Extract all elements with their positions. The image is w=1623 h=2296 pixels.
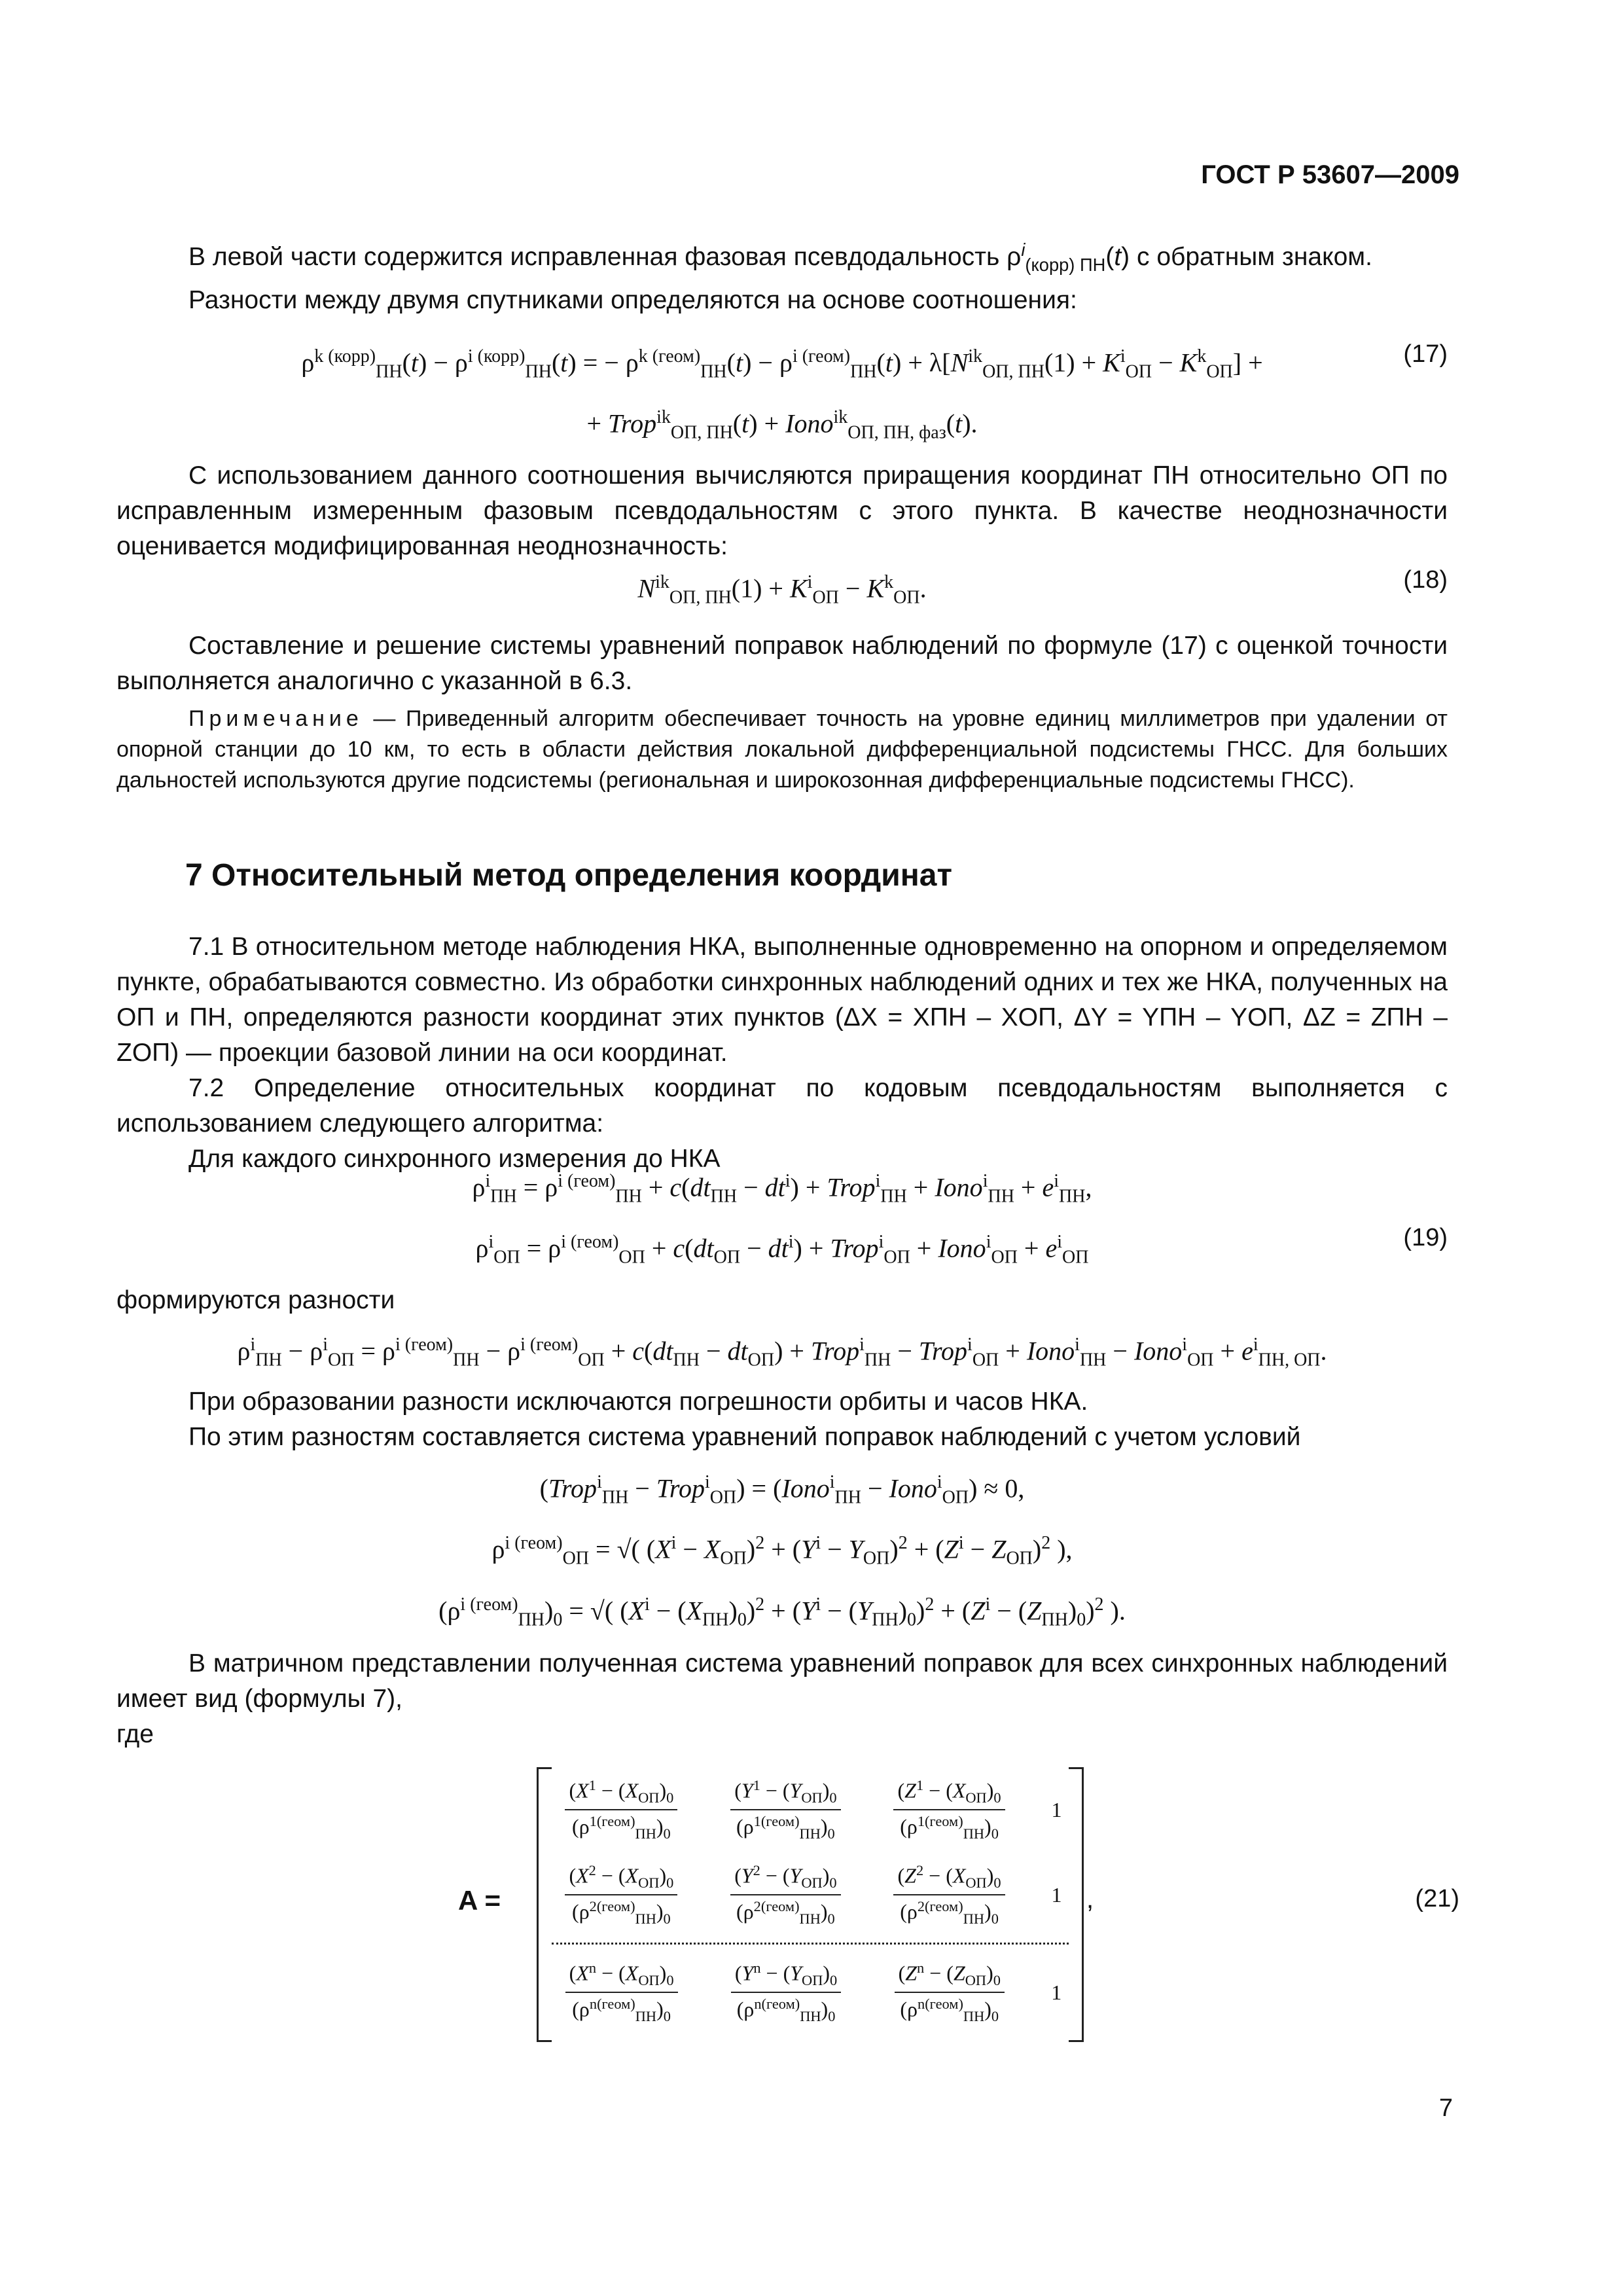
matrix-a (537, 1767, 1084, 2042)
standard-header: ГОСТ Р 53607—2009 (1201, 160, 1459, 189)
paragraph-each-measurement: Для каждого синхронного измерения до НКА (188, 1145, 721, 1173)
formula-difference: $\rho^i_{ПН} - \rho^i_{ОП} = \rho^{i (геом)}_{ПН} - \rho^{i (геом)}_{ОП} + c(dt_{ПН} - dt_{ОП})$ + Trop$^i_{ПН}$ − Trop$^i_{ОП}$ + Iono$^i_{ПН}$ − Iono$^i_{ОП}$ + $e^i_{ПН, ОП}$. (237, 1335, 1327, 1371)
paragraph-system: Составление и решение системы уравнений поправок наблюдений по формуле (17) с оценкой точности выполняется аналогично с указанной в 6.3. (116, 632, 1448, 695)
equation-number-21: (21) (1415, 1885, 1459, 1912)
section-7-text (116, 929, 1448, 1177)
paragraph-differences-form: формируются разности (116, 1286, 395, 1314)
matrix-comma: , (1086, 1885, 1094, 1914)
paragraph-matrix: В матричном представлении полученная система уравнений поправок для всех синхронных наблюдений имеет вид (формулы 7), где (116, 1649, 1448, 1748)
equation-number-17: (17) (1403, 340, 1448, 368)
paragraph-differences: Разности между двумя спутниками определяются на основе соотношения: (188, 285, 1077, 314)
formula-18: $N^{ik}_{ОП, ПН}(1) + K^i_{ОП} - K^k_{ОП}$. (18) (637, 566, 1448, 608)
matrix-label: A = (458, 1885, 501, 1916)
section-7-heading: 7 Относительный метод определения координат (185, 858, 952, 893)
matrix-row: $\frac{(X^n - (X_{ОП})_0}{(\rho^{n(геом)}_{ПН})_0}$ $\frac{(Y^n - (Y_{ОП})_0}{(\rho^{n(геом)}_{ПН})_0}$ $\frac{(Z^n - (Z_{ОП})_0}{(\rho^{n(геом)}_{ПН})_0}$ 1 (539, 1950, 1082, 2035)
formula-17: $\rho^{k (корр)}_{ПН}(t) - \rho^{i (корр)}_{ПН}(t)$ = − $\rho^{k (геом)}_{ПН}(t) - \rho^{i (геом)}_{ПН}(t) + \lambda[N^{ik}_{ОП, ПН}(1) + K^i_{ОП} - K^k_{ОП}]$ + + Trop$^{ik}_{ОП, ПН}$(t) + Iono$^{ik}_{ОП, ПН, фаз}$(t). (17) (301, 340, 1448, 443)
formula-conditions: (Trop$^i_{ПН}$ − Trop$^i_{ОП}$) = (Iono$^i_{ПН}$ − Iono$^i_{ОП}$) ≈ 0, $\rho^{i (геом)}_{ОП}$ = √( $(X^i - X_{ОП})^2 + (Y^i - Y_{ОП})^2 + (Z^i - Z_{ОП})^2$ ), $(\rho^{i (геом)}_{ПН})_0$ = √( $(X^i - (X_{ПН})_0)^2 + (Y^i - (Y_{ПН})_0)^2 + (Z^i - (Z_{ПН})_0)^2$ ). (438, 1472, 1126, 1630)
matrix-row: $\frac{(X^2 - (X_{ОП})_0}{(\rho^{2(геом)}_{ПН})_0}$ $\frac{(Y^2 - (Y_{ОП})_0}{(\rho^{2(геом)}_{ПН})_0}$ $\frac{(Z^2 - (X_{ОП})_0}{(\rho^{2(геом)}_{ПН})_0}$ 1 (539, 1852, 1082, 1937)
equation-number-18: (18) (1403, 566, 1448, 594)
paragraph-7-1: 7.1 В относительном методе наблюдения НКА, выполненные одновременно на опорном и определяемом пункте, обрабатываются совместно. Из обработки синхронных наблюдений одних и тех же НКА, полученных на ОП и ПН, определяются разности координат этих пунктов (ΔX = XПН – XОП, ΔY = YПН – YОП, ΔZ = ZПН – ZОП) — проекции базовой линии на оси координат. (116, 933, 1448, 1067)
note-label: Примечание (188, 706, 363, 731)
paragraph-orbit-clock: При образовании разности исключаются погрешности орбиты и часов НКА. По этим разностям составляется система уравнений поправок наблюдений с учетом условий (188, 1388, 1301, 1451)
formula-19: $\rho^i_{ПН} = \rho^{i (геом)}_{ПН} + c(dt_{ПН} - dt^i)$ + Trop$^i_{ПН}$ + Iono$^i_{ПН}$ + $e^i_{ПН}$, $\rho^i_{ОП} = \rho^{i (геом)}_{ОП} + c(dt_{ОП} - dt^i)$ + Trop$^i_{ОП}$ + Iono$^i_{ОП}$ + $e^i_{ОП}$ (19) (472, 1171, 1448, 1268)
note: Примечание — Приведенный алгоритм обеспечивает точность на уровне единиц миллиметров при удалении от опорной станции до 10 км, то есть в области действия локальной дифференциальной подсистемы ГНСС. Для больших дальностей используются другие подсистемы (региональная и широкозонная дифференциальные подсистемы ГНСС). (116, 706, 1448, 793)
matrix-row: $\frac{(X^1 - (X_{ОП})_0}{(\rho^{1(геом)}_{ПН})_0}$ $\frac{(Y^1 - (Y_{ОП})_0}{(\rho^{1(геом)}_{ПН})_0}$ $\frac{(Z^1 - (X_{ОП})_0}{(\rho^{1(геом)}_{ПН})_0}$ 1 (539, 1767, 1082, 1852)
paragraph-corrected-range: В левой части содержится исправленная фазовая псевдодальность $\rho^i_{(корр) ПН}(t)$ с обратным знаком. Разности между двумя спутниками определяются на основе соотношения: (116, 232, 1448, 318)
paragraph-7-2: 7.2 Определение относительных координат по кодовым псевдодальностям выполняется с использованием следующего алгоритма: (116, 1074, 1448, 1138)
equation-number-19: (19) (1403, 1224, 1448, 1251)
paragraph-increments: С использованием данного соотношения вычисляются приращения координат ПН относительно ОП по исправленным измеренным фазовым псевдодальностям с этого пункта. В качестве неоднозначности оценивается модифицированная неоднозначность: (116, 461, 1448, 560)
matrix-ellipsis-divider (552, 1943, 1069, 1945)
page-number: 7 (1438, 2094, 1453, 2122)
